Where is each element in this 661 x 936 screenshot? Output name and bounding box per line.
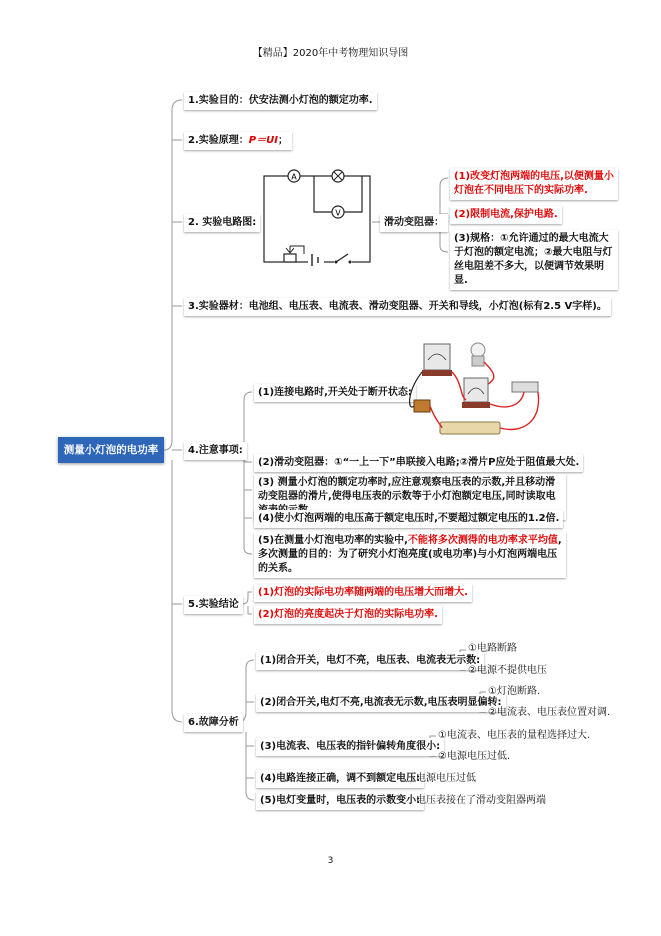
experiment-principle [184,132,292,150]
principle-suffix: ； [277,135,288,146]
fault-2-cause-b: ②电流表、电压表位置对调. [488,707,611,718]
note-2: (2)滑动变阻器：①“一上一下”串联接入电路;②滑片P应处于阻值最大处. [254,454,583,472]
conclusion-1: (1)灯泡的实际电功率随两端的电压增大而增大. [254,584,472,602]
fault-4-cause: 电源电压过低 [416,773,476,784]
conclusion-2: (2)灯泡的亮度起决于灯泡的实际电功率. [254,606,442,624]
rheostat-label: 滑动变阻器： [380,214,448,232]
voltmeter-label: V [335,208,341,218]
voltmeter-device [424,344,450,370]
fault-5-cause: 电压表接在了滑动变阻器两端 [416,795,546,806]
notes-title: 4.注意事项: [184,442,247,460]
root-topic: 测量小灯泡的电功率 [58,437,164,463]
faults-title: 6.故障分析 [184,714,243,732]
note-3: (3) 测量小灯泡的额定功率时,应注意观察电压表的示数,并且移动滑动变阻器的滑片,使得电压表的示数等于小灯泡额定电压,同时读取电 [254,474,566,520]
experiment-equipment: 3.实验器材：电池组、电压表、电流表、滑动变阻器、开关和导线，小灯泡(标有2.5 V字样)。 [184,298,611,316]
rheostat-symbol [284,254,296,262]
fault-3-cause-b: ②电源电压过低. [438,751,511,762]
rheostat-device [414,400,430,412]
bulb-device [471,343,485,357]
circuit-title: 2. 实验电路图: [184,214,260,232]
fault-3: (3)电流表、电压表的指针偏转角度很小: [256,738,444,756]
note-4: (4)使小灯泡两端的电压高于额定电压时,不要超过额定电压的1.2倍. [254,510,563,528]
document-header: 【精品】2020年中考物理知识导图 [252,48,409,59]
circuit-diagram [256,168,374,272]
ammeter-device [464,378,488,402]
note-5 [254,532,566,578]
note-1: (1)连接电路时,开关处于断开状态: [254,384,416,402]
rheostat-point-3: (3)规格：①允许通过的最大电流大于灯泡的额定电流；②最大电阻与灯丝电阻差不多大，以便调节效果明显. [450,230,618,290]
switch-device [512,382,538,392]
rheostat-arrow [286,246,294,253]
fault-1-cause-a: ①电路断路 [468,643,517,654]
fault-4: (4)电路连接正确，调不到额定电压: [256,770,424,788]
lab-setup-illustration [402,342,547,442]
experiment-purpose: 1.实验目的：伏安法测小灯泡的额定功率. [184,92,377,110]
fault-1: (1)闭合开关，电灯不亮，电压表、电流表无示数: [256,652,484,670]
fault-1-cause-b: ②电源不提供电压 [468,665,547,676]
note-5-red: 不能将多次测得的电功率求平均值 [407,535,558,546]
fault-2: (2)闭合开关,电灯不亮,电流表无示数,电压表明显偏转: [256,694,506,712]
ammeter-label: A [291,172,297,182]
fault-5: (5)电灯变量时，电压表的示数变小: [256,792,424,810]
principle-formula: P＝UI [248,135,278,146]
page-number: 3 [327,856,334,866]
fault-3-cause-a: ①电流表、电压表的量程选择过大. [438,730,591,741]
rheostat-point-2: (2)限制电流,保护电路. [450,206,562,224]
note-5-part-b: ,多次测量的目的：为了研究小灯泡亮度(或电功率)与小灯泡两端电压的关系。 [258,535,562,574]
note-5-part-a: (5)在测量小灯泡电功率的实验中, [258,535,408,546]
battery-box [440,422,500,434]
rheostat-point-1: (1)改变灯泡两端的电压,以便测量小灯泡在不同电压下的实际功率. [450,168,618,200]
fault-2-cause-a: ①灯泡断路. [488,686,541,697]
principle-prefix: 2.实验原理： [188,135,249,146]
conclusion-title: 5.实验结论 [184,596,243,614]
